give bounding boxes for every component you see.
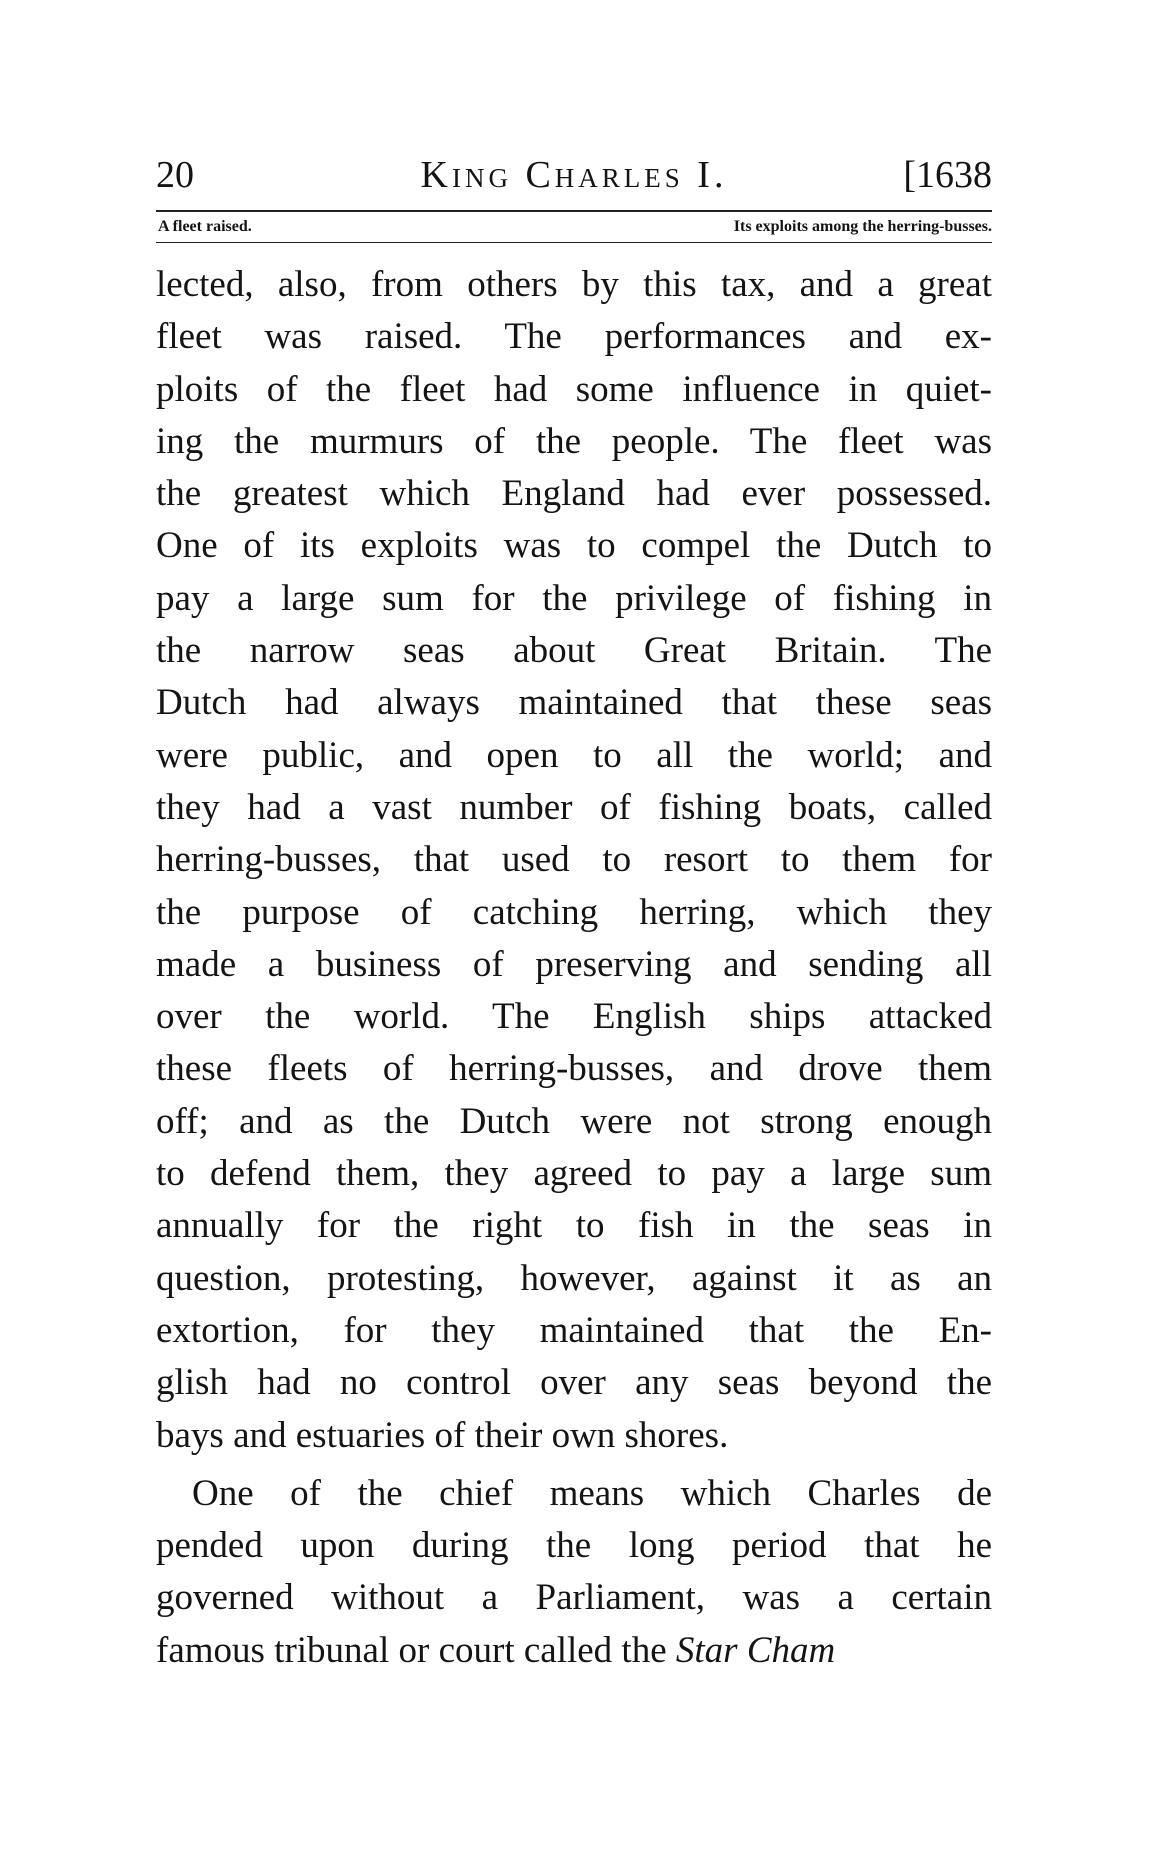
book-title: King Charles I.	[420, 154, 728, 196]
paragraph-1	[156, 259, 992, 1462]
running-head	[156, 150, 992, 200]
text-line: the greatest which England had ever possessed.	[156, 473, 992, 515]
text-line: annually for the right to fish in the seas in	[156, 1205, 992, 1247]
text-line: One of its exploits was to compel the Dutch to	[156, 525, 992, 567]
year-marker: [1638	[903, 154, 992, 196]
text-line: extortion, for they maintained that the En-	[156, 1309, 992, 1351]
text-line: they had a vast number of fishing boats, called	[156, 786, 992, 828]
text-line: Dutch had always maintained that these seas	[156, 682, 992, 724]
text-line: these fleets of herring-busses, and drove them	[156, 1048, 992, 1090]
page-number: 20	[156, 154, 194, 196]
text-line: the purpose of catching herring, which they	[156, 891, 992, 933]
text-line: made a business of preserving and sending all	[156, 943, 992, 985]
text-line: ploits of the fleet had some influence in quiet-	[156, 368, 992, 410]
body-text	[156, 259, 992, 1677]
text-line: were public, and open to all the world; and	[156, 734, 992, 776]
text-line: pended upon during the long period that he	[156, 1525, 992, 1567]
paragraph-2	[156, 1468, 992, 1677]
text-line: off; and as the Dutch were not strong enough	[156, 1100, 992, 1142]
side-notes	[156, 212, 992, 242]
text-line: fleet was raised. The performances and ex-	[156, 316, 992, 358]
text-line: One of the chief means which Charles de	[192, 1472, 992, 1514]
text-line: lected, also, from others by this tax, and a great	[156, 264, 992, 305]
text-line: herring-busses, that used to resort to them for	[156, 839, 992, 881]
text-line: over the world. The English ships attacked	[156, 996, 992, 1038]
text-line: question, protesting, however, against it as an	[156, 1257, 992, 1299]
text-line: ing the murmurs of the people. The fleet was	[156, 420, 992, 462]
star-chamber-italic: Star Cham	[675, 1629, 836, 1671]
text-line: glish had no control over any seas beyond the	[156, 1362, 992, 1404]
text-line	[156, 1625, 992, 1677]
text-line: the narrow seas about Great Britain. The	[156, 630, 992, 672]
side-note-left: A fleet raised.	[158, 218, 252, 235]
book-page	[156, 150, 992, 1677]
text-line: governed without a Parliament, was a certain	[156, 1577, 992, 1619]
side-note-right: Its exploits among the herring-busses.	[733, 218, 992, 235]
text-line: to defend them, they agreed to pay a large sum	[156, 1153, 992, 1195]
line-plain-text: famous tribunal or court called the	[156, 1629, 676, 1671]
side-note-rule	[156, 242, 992, 243]
text-line: pay a large sum for the privilege of fishing in	[156, 577, 992, 619]
text-line: bays and estuaries of their own shores.	[156, 1414, 729, 1456]
